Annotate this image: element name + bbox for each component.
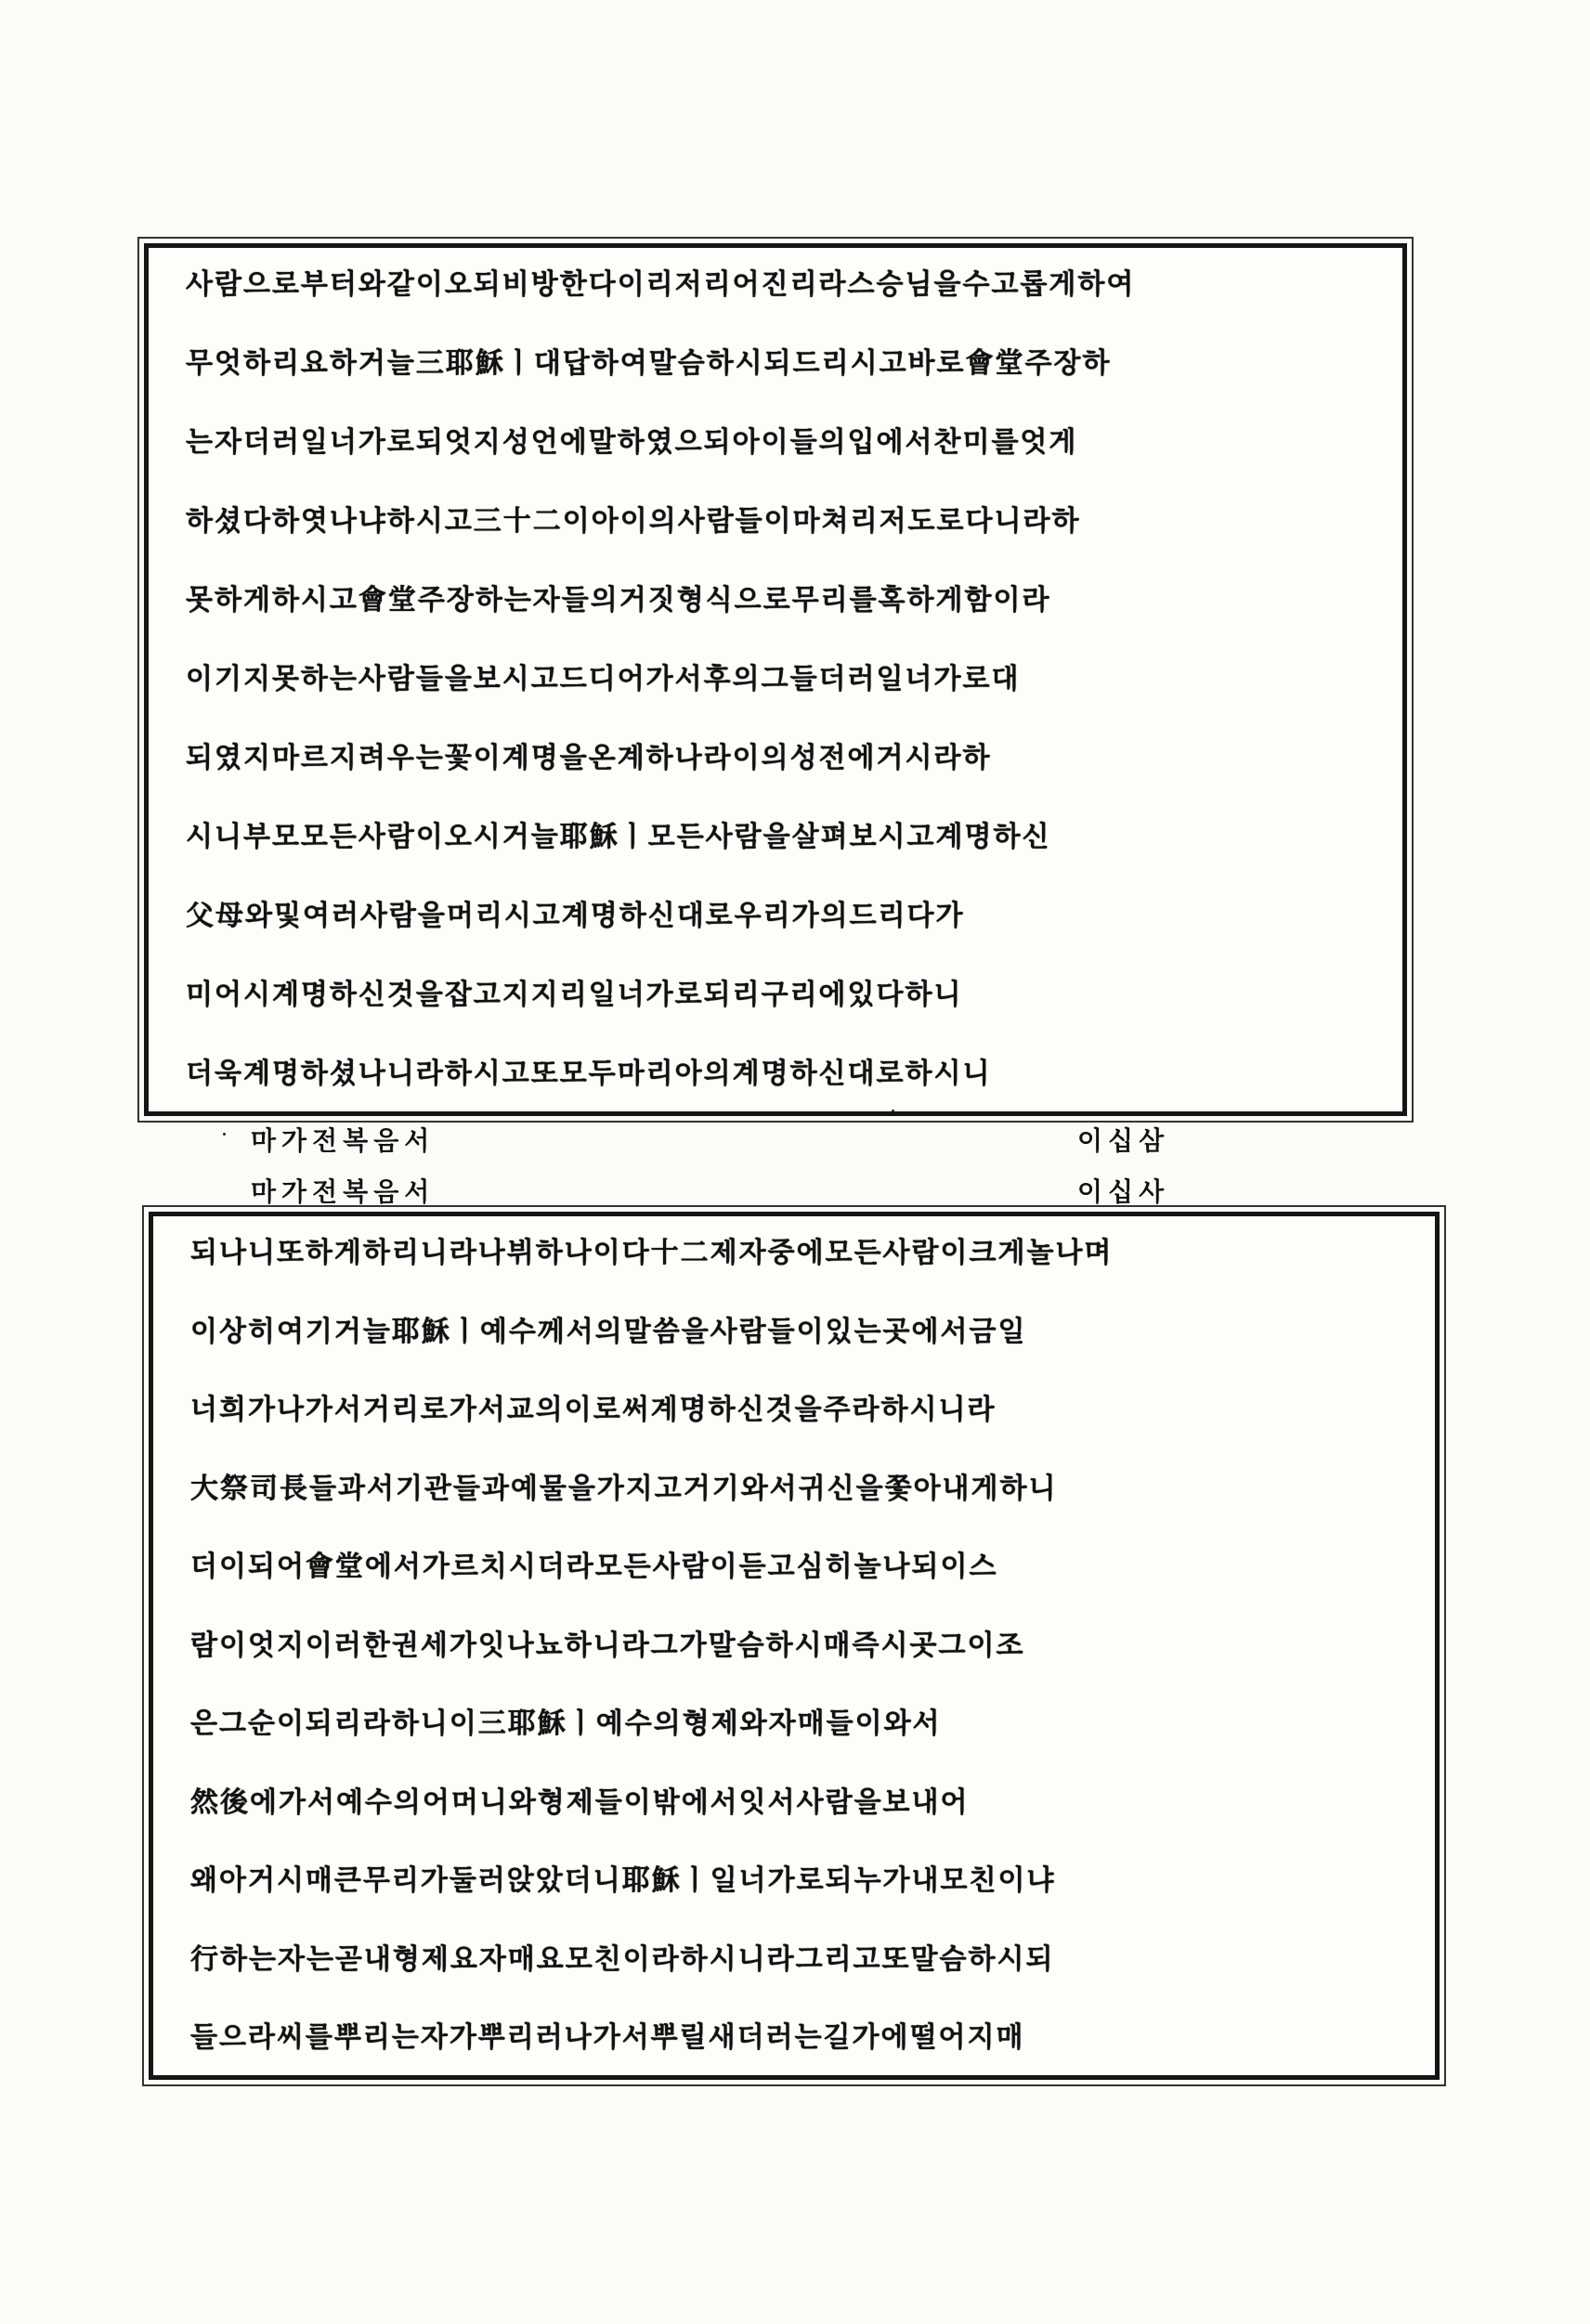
running-title: 마가전복음서 <box>251 1176 436 1207</box>
bottom-text-panel <box>149 1212 1440 2080</box>
top-line: 못하게하시고會堂주장하는자들의거짓형식으로무리를혹하게함이라 <box>186 584 1051 617</box>
top-text-panel <box>144 243 1407 1116</box>
top-line: 무엇하리요하거늘三耶穌ㅣ대답하여말슴하시되드리시고바로會堂주장하 <box>186 347 1112 380</box>
bottom-text-rows <box>190 1237 1398 2055</box>
bottom-line: 들으라씨를뿌리는자가뿌리러나가서뿌릴새더러는길가에떨어지매 <box>190 2021 1025 2054</box>
top-line: 더욱계명하셨나니라하시고또모두마리아의계명하신대로하시니 <box>186 1058 992 1090</box>
bottom-line: 되나니또하게하리니라나뷔하나이다十二제자중에모든사람이크게놀나며 <box>190 1237 1114 1269</box>
bottom-line: 너희가나가서거리로가서교의이로써계명하신것을주라하시니라 <box>190 1394 997 1426</box>
page-number: 이십사 <box>1077 1176 1170 1207</box>
bottom-line: 왜아거시매큰무리가둘러앉았더니耶穌ㅣ일너가로되누가내모친이냐 <box>190 1864 1056 1897</box>
top-line: 사람으로부터와같이오되비방한다이리저리어진리라스승님을수고롭게하여 <box>186 268 1136 301</box>
bottom-line: 더이되어會堂에서가르치시더라모든사람이듣고심히놀나되이스 <box>190 1551 998 1583</box>
bottom-line: 람이엇지이러한권세가잇나뇨하니라그가말슴하시매즉시곳그이조 <box>190 1629 1025 1662</box>
ink-speck <box>223 1133 226 1136</box>
page-number: 이십삼 <box>1077 1125 1170 1156</box>
bottom-line: 大祭司長들과서기관들과예물을가지고거기와서귀신을쫓아내게하니 <box>190 1472 1058 1505</box>
ink-speck <box>892 1110 894 1112</box>
top-line: 父母와및여러사람을머리시고계명하신대로우리가의드리다가 <box>186 900 965 932</box>
bottom-line: 行하는자는곧내형제요자매요모친이라하시니라그리고또말슴하시되 <box>190 1942 1055 1976</box>
top-line: 미어시계명하신것을잡고지지리일너가로되리구리에있다하니 <box>186 979 963 1011</box>
top-line: 이기지못하는사람들을보시고드디어가서후의그들더러일너가로대 <box>186 663 1021 695</box>
top-line: 되였지마르지려우는꽃이계명을온계하나라이의성전에거시라하 <box>186 742 992 774</box>
bottom-line: 然後에가서예수의어머니와형제들이밖에서잇서사람을보내어 <box>190 1785 970 1819</box>
top-line: 는자더러일너가로되엇지성언에말하였으되아이들의입에서찬미를엇게 <box>186 426 1078 459</box>
top-line: 시니부모모든사람이오시거늘耶穌ㅣ모든사람을살펴보시고계명하신 <box>186 821 1051 853</box>
top-text-rows <box>186 268 1365 1091</box>
bottom-line: 은그순이되리라하니이三耶穌ㅣ예수의형제와자매들이와서 <box>190 1707 942 1740</box>
bottom-line: 이상히여기거늘耶穌ㅣ예수께서의말씀을사람들이있는곳에서금일 <box>190 1315 1027 1348</box>
top-line: 하셨다하엿나냐하시고三十二이아이의사람들이마쳐리저도로다니라하 <box>186 505 1081 538</box>
running-title: 마가전복음서 <box>251 1125 436 1156</box>
